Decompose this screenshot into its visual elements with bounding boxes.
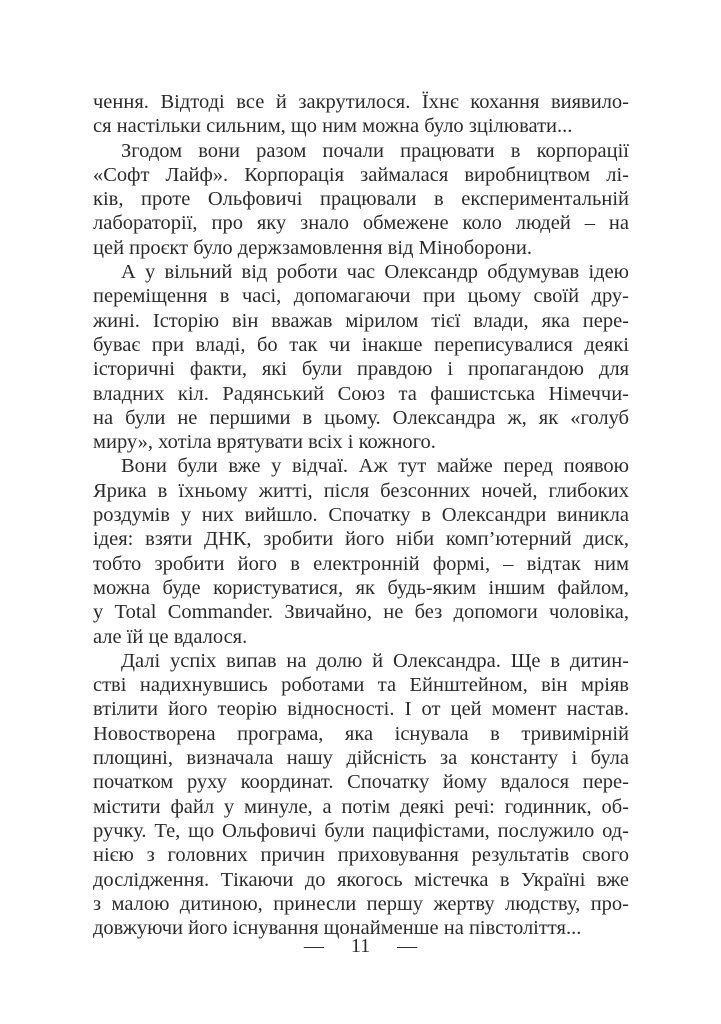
text-line: Далі успіх випав на долю й Олександра. Ще в дитин- <box>121 649 629 672</box>
paragraph <box>93 649 629 941</box>
text-line: владних кіл. Радянський Союз та фашистська Німеччи- <box>93 382 629 405</box>
text-line: на були не першими в цьому. Олександра ж, як «голуб <box>93 406 629 429</box>
text-line: тобто зробити його в електронній формі, – відтак ним <box>93 552 629 575</box>
text-line: цей проєкт було держзамовлення від Міноборони. <box>93 236 532 259</box>
text-line: площині, визначала нашу дійсність за константу і була <box>93 747 629 770</box>
text-line: роздумів у них вийшло. Спочатку в Олександри виникла <box>93 504 629 527</box>
text-line: стві надихнувшись роботами та Ейнштейном, він мріяв <box>93 674 629 697</box>
text-line: ків, проте Ольфовичі працювали в експериментальній <box>93 188 629 211</box>
text-line: історичні факти, які були правдою і пропагандою для <box>93 358 629 381</box>
text-line: дослідження. Тікаючи до якогось містечка в Україні вже <box>93 868 629 891</box>
text-line: А у вільний від роботи час Олександр обдумував ідею <box>121 261 629 284</box>
text-line: Згодом вони разом почали працювати в корпорації <box>121 139 629 162</box>
text-line: втілити його теорію відносності. І от цей момент настав. <box>93 698 629 721</box>
paragraph <box>93 260 629 454</box>
footer-dash-right: — <box>397 935 418 957</box>
text-line: ідея: взяти ДНК, зробити його ніби комп’ютерний диск, <box>93 528 629 551</box>
page-number: 11 <box>350 935 371 957</box>
text-line: ся настільки сильним, що ним можна було зцілювати... <box>93 115 573 138</box>
text-line: переміщення в часі, допомагаючи при цьому своїй дру- <box>93 285 629 308</box>
text-line: лабораторії, про яку знало обмежене коло людей – на <box>93 212 629 235</box>
text-line: у Total Commander. Звичайно, не без допомоги чоловіка, <box>93 601 629 624</box>
text-line: але їй це вдалося. <box>93 625 248 648</box>
paragraph <box>93 454 629 648</box>
text-line: можна буде користуватися, як будь-яким іншим файлом, <box>93 576 629 599</box>
text-line: жині. Історію він вважав мірилом тієї влади, яка пере- <box>93 309 629 332</box>
text-line: нією з головних причин приховування результатів свого <box>93 844 629 867</box>
text-line: Вони були вже у відчаї. Аж тут майже перед появою <box>121 455 629 478</box>
text-line: Ярика в їхньому житті, після безсонних ночей, глибоких <box>93 479 629 502</box>
text-line: довжуючи його існування щонайменше на півстоліття... <box>93 917 582 940</box>
footer-dash-left: — <box>303 935 324 957</box>
text-line: містити файл у минуле, а потім деякі речі: годинник, об- <box>93 795 629 818</box>
paragraph <box>93 90 629 139</box>
text-line: ручку. Те, що Ольфовичі були пацифістами, послужило од- <box>93 819 629 842</box>
text-line: початком руху координат. Спочатку йому вдалося пере- <box>93 771 629 794</box>
paragraph <box>93 139 629 260</box>
text-block <box>93 90 629 940</box>
text-line: миру», хотіла врятувати всіх і кожного. <box>93 431 436 454</box>
text-line: «Софт Лайф». Корпорація займалася виробництвом лі- <box>93 163 629 186</box>
text-line: Новостворена програма, яка існувала в тривимірній <box>93 722 629 745</box>
text-line: буває при владі, бо так чи інакше переписувалися деякі <box>93 333 629 356</box>
text-line: чення. Відтоді все й закрутилося. Їхнє кохання виявило- <box>93 91 629 113</box>
text-line: з малою дитиною, принесли першу жертву людству, про- <box>93 892 629 915</box>
page-footer <box>0 933 721 959</box>
